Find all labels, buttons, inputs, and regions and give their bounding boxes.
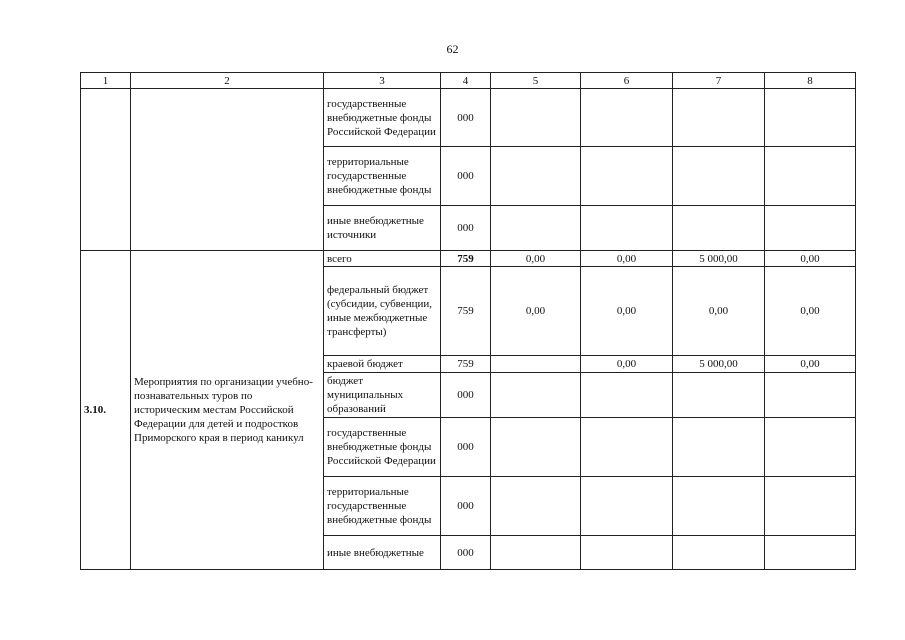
value-cell: [765, 536, 856, 570]
value-cell: [491, 536, 581, 570]
value-cell: 5 000,00: [673, 251, 765, 267]
value-cell: [581, 147, 673, 206]
value-cell: 0,00: [581, 356, 673, 373]
value-cell: [765, 147, 856, 206]
header-cell: 1: [81, 73, 131, 89]
header-row: [81, 73, 856, 89]
header-cell: 5: [491, 73, 581, 89]
value-cell: 0,00: [765, 267, 856, 356]
value-cell: [673, 89, 765, 147]
funding-source-cell: государственные внебюджетные фонды Российской Федерации: [324, 418, 441, 477]
value-cell: 0,00: [581, 251, 673, 267]
table-row: [81, 89, 856, 147]
value-cell: [765, 477, 856, 536]
funding-source-cell: территориальные государственные внебюджетные фонды: [324, 147, 441, 206]
funding-source-cell: федеральный бюджет (субсидии, субвенции, иные межбюджетные трансферты): [324, 267, 441, 356]
value-cell: [491, 89, 581, 147]
value-cell: [673, 373, 765, 418]
header-cell: 6: [581, 73, 673, 89]
funding-source-cell: бюджет муниципальных образований: [324, 373, 441, 418]
value-cell: [581, 373, 673, 418]
code-cell: 000: [441, 206, 491, 251]
funding-source-cell: иные внебюджетные источники: [324, 206, 441, 251]
value-cell: [491, 356, 581, 373]
code-cell: 000: [441, 418, 491, 477]
code-cell: 759: [441, 267, 491, 356]
value-cell: 0,00: [491, 251, 581, 267]
value-cell: 0,00: [581, 267, 673, 356]
value-cell: [765, 206, 856, 251]
value-cell: [765, 373, 856, 418]
value-cell: [491, 206, 581, 251]
value-cell: 0,00: [491, 267, 581, 356]
item-description-cell: [131, 89, 324, 251]
value-cell: [581, 477, 673, 536]
value-cell: [581, 206, 673, 251]
code-cell: 000: [441, 477, 491, 536]
value-cell: [491, 373, 581, 418]
code-cell: 000: [441, 147, 491, 206]
header-cell: 4: [441, 73, 491, 89]
item-description-text: Мероприятия по организации учебно-познавательных туров по историческим местам Российской Федерации для детей и подростков Приморского края в период каникул: [134, 376, 313, 444]
item-description: [131, 251, 324, 570]
code-cell: 759: [441, 356, 491, 373]
header-cell: 8: [765, 73, 856, 89]
funding-source-cell: территориальные государственные внебюджетные фонды: [324, 477, 441, 536]
code-cell: 000: [441, 536, 491, 570]
table-row-total: [81, 251, 856, 267]
code-cell: 000: [441, 89, 491, 147]
funding-source-cell: иные внебюджетные: [324, 536, 441, 570]
value-cell: [491, 418, 581, 477]
header-cell: 7: [673, 73, 765, 89]
value-cell: [673, 536, 765, 570]
funding-source-cell: всего: [324, 251, 441, 267]
value-cell: 5 000,00: [673, 356, 765, 373]
value-cell: [491, 147, 581, 206]
code-cell: 759: [441, 251, 491, 267]
code-cell: 000: [441, 373, 491, 418]
funding-source-cell: государственные внебюджетные фонды Российской Федерации: [324, 89, 441, 147]
value-cell: [673, 206, 765, 251]
value-cell: [673, 418, 765, 477]
value-cell: [673, 147, 765, 206]
value-cell: [491, 477, 581, 536]
value-cell: 0,00: [673, 267, 765, 356]
value-cell: [581, 89, 673, 147]
funding-source-cell: краевой бюджет: [324, 356, 441, 373]
value-cell: [581, 536, 673, 570]
header-cell: 3: [324, 73, 441, 89]
value-cell: [765, 418, 856, 477]
item-number: 3.10.: [81, 251, 131, 570]
value-cell: 0,00: [765, 251, 856, 267]
value-cell: [673, 477, 765, 536]
value-cell: [581, 418, 673, 477]
budget-table: [80, 72, 856, 570]
value-cell: [765, 89, 856, 147]
item-number-cell: [81, 89, 131, 251]
page-number: 62: [446, 42, 459, 56]
value-cell: 0,00: [765, 356, 856, 373]
header-cell: 2: [131, 73, 324, 89]
